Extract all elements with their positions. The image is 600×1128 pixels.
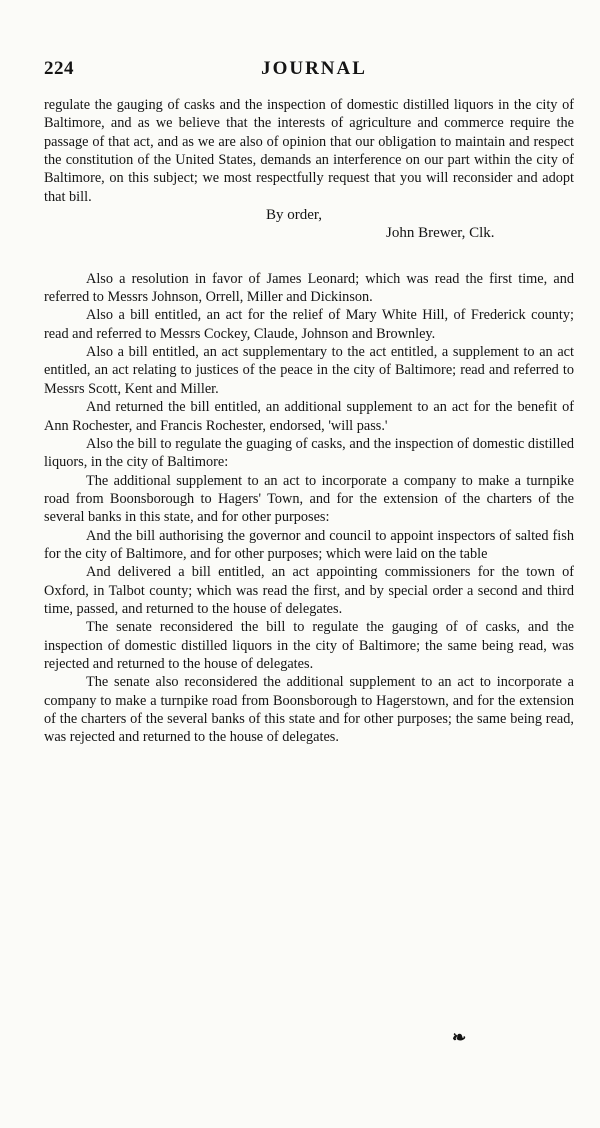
paragraph-bill-justices-peace: Also a bill entitled, an act supplementary to the act entitled, a supplement to an act entitled, an act relating to justices of the peace in the city of Baltimore; read and referred to Messrs Scott, Kent and Miller. bbox=[44, 344, 574, 397]
paragraph-salted-fish-bill: And the bill authorising the governor and council to appoint inspectors of salted fish for the city of Baltimore, and for other purposes; which were laid on the table bbox=[44, 527, 574, 562]
paragraph-senate-reconsider-gauging: The senate reconsidered the bill to regulate the gauging of of casks, and the inspection of domestic distilled liquors in the city of Baltimore; the same being read, was rejected and returned to the house of delegates. bbox=[44, 619, 574, 672]
paragraph-turnpike-supplement: The additional supplement to an act to incorporate a company to make a turnpike road from Boonsborough to Hagers' Town, and for the extension of the charters of the several banks in this state, and for other purposes: bbox=[44, 472, 574, 526]
fleuron-icon: ❧ bbox=[452, 1028, 467, 1047]
paragraph-bill-rochester: And returned the bill entitled, an additional supplement to an act for the benefit of Ann Rochester, and Francis Rochester, endorsed, 'will pass.' bbox=[44, 399, 574, 434]
paragraph-senate-reconsider-turnpike: The senate also reconsidered the additional supplement to an act to incorporate a company to make a turnpike road from Boonsborough to Hagerstown, and for the extension of the charters of the several banks of this state and for other purposes; the same being read, was rejected and returned to the house of delegates. bbox=[44, 674, 574, 746]
paragraph-bill-mary-white-hill: Also a bill entitled, an act for the relief of Mary White Hill, of Frederick county; read and referred to Messrs Cockey, Claude, Johnson and Brownley. bbox=[44, 307, 574, 342]
page-number: 224 bbox=[44, 58, 74, 79]
journal-text bbox=[44, 96, 574, 747]
signature-by-order: By order, bbox=[266, 207, 323, 224]
paragraph-resolution-leonard: Also a resolution in favor of James Leonard; which was read the first time, and referred to Messrs Johnson, Orrell, Miller and Dickinson. bbox=[44, 270, 574, 306]
opening-paragraph: regulate the gauging of casks and the inspection of domestic distilled liquors in the city of Baltimore, and as we believe that the interests of agriculture and commerce require the passage of that act, and as we are also of opinion that our obligation to maintain and respect the constitution of the United States, demands an interference on our part within the city of Baltimore, on this subject; we most respectfully request that you will reconsider and adopt that bill. bbox=[44, 97, 574, 205]
paragraph-bill-gauging-casks: Also the bill to regulate the guaging of casks, and the inspection of domestic distilled liquors, in the city of Baltimore: bbox=[44, 435, 574, 471]
running-head: JOURNAL bbox=[261, 58, 367, 79]
paragraph-oxford-commissioners: And delivered a bill entitled, an act appointing commissioners for the town of Oxford, in Talbot county; which was read the first, and by special order a second and third time, passed, and returned to the house of delegates. bbox=[44, 564, 574, 617]
signature-clerk-name: John Brewer, Clk. bbox=[386, 225, 495, 242]
page-header bbox=[44, 58, 584, 84]
